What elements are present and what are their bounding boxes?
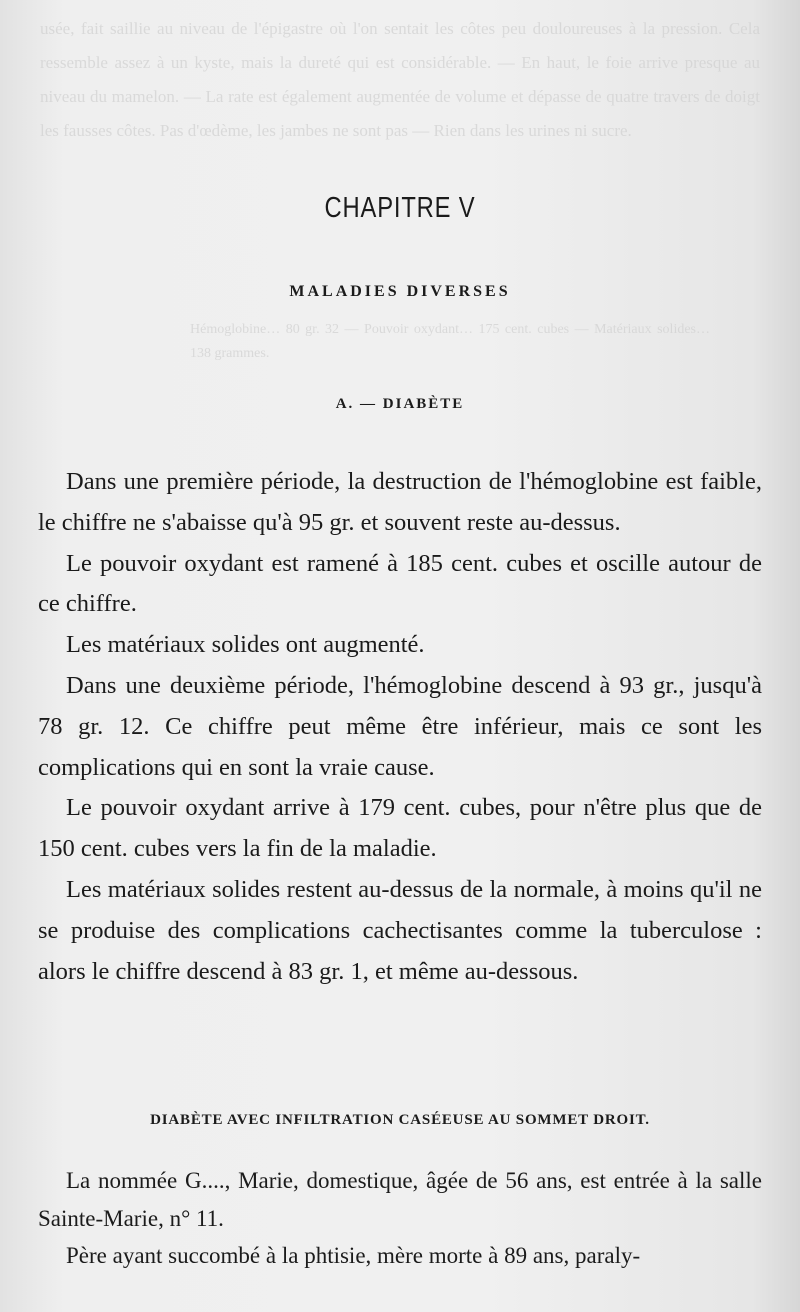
paragraph: Les matériaux solides restent au-dessus de la normale, à moins qu'il ne se produise des complications cachectisantes comme la tuberculose : alors le chiffre descend à 83 gr. 1, et même au-dessous. bbox=[38, 875, 762, 985]
body-text bbox=[38, 462, 762, 992]
case-heading: DIABÈTE AVEC INFILTRATION CASÉEUSE AU SOMMET DROIT. bbox=[150, 1112, 650, 1128]
case-paragraph: Père ayant succombé à la phtisie, mère morte à 89 ans, paraly- bbox=[66, 1243, 641, 1268]
paragraph: Dans une deuxième période, l'hémoglobine descend à 93 gr., jusqu'à 78 gr. 12. Ce chiffre peut même être inférieur, mais ce sont les complications qui en sont la vraie cause. bbox=[38, 671, 762, 781]
subsection-title: A. — DIABÈTE bbox=[335, 396, 465, 412]
paragraph: Les matériaux solides ont augmenté. bbox=[66, 631, 425, 659]
paragraph: Dans une première période, la destruction de l'hémoglobine est faible, le chiffre ne s'abaisse qu'à 95 gr. et souvent reste au-dessus. bbox=[38, 468, 762, 536]
case-text bbox=[38, 1162, 762, 1275]
bleed-through-text-middle: Hémoglobine… 80 gr. 32 — Pouvoir oxydant… 175 cent. cubes — Matériaux solides… 138 grammes. bbox=[190, 322, 710, 361]
section-title: MALADIES DIVERSES bbox=[289, 283, 511, 300]
bleed-through-text-top: usée, fait saillie au niveau de l'épigastre où l'on sentait les côtes peu douloureuses à la pression. Cela ressemble assez à un kyste, mais la dureté qui est considérable. — En haut, le foie arrive presque au niveau du mamelon. — La rate est également augmentée de volume et dépasse de quatre travers de doigt les fausses côtes. Pas d'œdème, les jambes ne sont pas — Rien dans les urines ni sucre. bbox=[40, 19, 760, 140]
paragraph: Le pouvoir oxydant est ramené à 185 cent. cubes et oscille autour de ce chiffre. bbox=[38, 549, 762, 618]
chapter-title: CHAPITRE V bbox=[324, 192, 476, 224]
case-paragraph: La nommée G...., Marie, domestique, âgée de 56 ans, est entrée à la salle Sainte-Marie, n° 11. bbox=[38, 1168, 762, 1231]
paragraph: Le pouvoir oxydant arrive à 179 cent. cubes, pour n'être plus que de 150 cent. cubes vers la fin de la maladie. bbox=[38, 794, 762, 863]
